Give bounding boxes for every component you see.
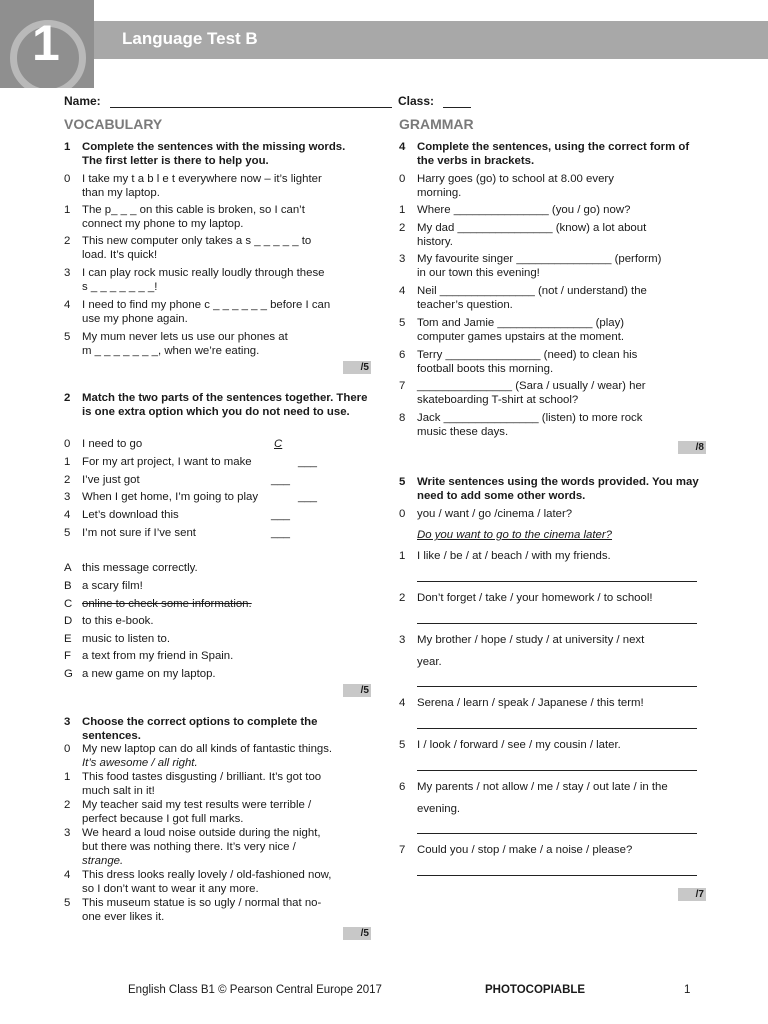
q4-score-box[interactable]: /8 — [678, 441, 706, 454]
item-number: 4 — [64, 299, 71, 311]
item-line1: Tom and Jamie _______________ (play) — [417, 317, 625, 329]
item-number: 1 — [64, 456, 71, 468]
item-line1: I need to find my phone c _ _ _ _ _ _ before I can — [82, 299, 331, 311]
item-number: 3 — [64, 267, 71, 279]
q3-score-box[interactable]: /5 — [343, 927, 371, 940]
item-number: 7 — [399, 380, 406, 392]
item-line2: much salt in it! — [82, 785, 155, 797]
option-letter: E — [64, 633, 72, 645]
item-line1: _______________ (Sara / usually / wear) her — [417, 380, 646, 392]
item-number: 2 — [64, 799, 71, 811]
item-line3: strange. — [82, 855, 124, 867]
q4-text: Complete the sentences, using the correct form of the verbs in brackets. — [417, 141, 690, 167]
answer-line[interactable] — [417, 770, 697, 771]
option-letter: D — [64, 615, 73, 627]
q4-instruction — [399, 140, 699, 168]
item-text: I need to go — [82, 438, 143, 450]
option-letter: G — [64, 668, 73, 680]
answer-blank[interactable]: ___ — [298, 491, 318, 503]
item-number: 4 — [64, 509, 71, 521]
item-number: 5 — [399, 317, 406, 329]
item-number: 0 — [64, 173, 71, 185]
answer-line[interactable] — [417, 875, 697, 876]
answer-line[interactable] — [417, 623, 697, 624]
q5-score-box[interactable]: /7 — [678, 888, 706, 901]
item-number: 1 — [64, 204, 71, 216]
item-line1: Terry _______________ (need) to clean his — [417, 349, 638, 361]
item-line1: I like / be / at / beach / with my friends. — [417, 550, 611, 562]
item-number: 0 — [64, 438, 71, 450]
class-label: Class: — [398, 94, 435, 108]
option-text: this message correctly. — [82, 562, 198, 574]
item-number: 7 — [399, 844, 406, 856]
item-line2: than my laptop. — [82, 187, 160, 199]
item-number: 4 — [399, 697, 406, 709]
item-line1: Don’t forget / take / your homework / to school! — [417, 592, 653, 604]
item-number: 1 — [399, 550, 406, 562]
item-line2: in our town this evening! — [417, 267, 540, 279]
q4-number: 4 — [399, 141, 406, 153]
item-line1: Could you / stop / make / a noise / please? — [417, 844, 633, 856]
class-row — [398, 94, 471, 108]
item-number: 5 — [64, 331, 71, 343]
option-letter: B — [64, 580, 72, 592]
q2-instruction — [64, 391, 370, 419]
item-number: 2 — [64, 235, 71, 247]
option-text: a new game on my laptop. — [82, 668, 216, 680]
footer-copyright: English Class B1 © Pearson Central Europe 2017 — [128, 984, 382, 996]
option-letter: F — [64, 650, 71, 662]
item-number: 3 — [64, 827, 71, 839]
q2-text: Match the two parts of the sentences together. There is one extra option which you do not need to use. — [82, 392, 368, 418]
item-number: 5 — [64, 897, 71, 909]
item-text: Let’s download this — [82, 509, 179, 521]
option-text: to this e-book. — [82, 615, 154, 627]
answer-blank[interactable]: ___ — [271, 527, 291, 539]
item-line2: s _ _ _ _ _ _ _! — [82, 281, 158, 293]
option-letter: A — [64, 562, 72, 574]
item-line2: perfect because I got full marks. — [82, 813, 244, 825]
item-line1: My mum never lets us use our phones at — [82, 331, 288, 343]
example-prompt: you / want / go /cinema / later? — [417, 508, 573, 520]
q3-number: 3 — [64, 716, 71, 728]
answer-line[interactable] — [417, 728, 697, 729]
item-text: I’ve just got — [82, 474, 140, 486]
item-line1: My new laptop can do all kinds of fantastic things. — [82, 743, 333, 755]
class-field[interactable] — [443, 95, 471, 108]
unit-number: 1 — [32, 15, 60, 71]
page-number: 1 — [684, 984, 691, 996]
item-line2: music these days. — [417, 426, 509, 438]
item-line1: Jack _______________ (listen) to more rock — [417, 412, 643, 424]
item-line2: evening. — [417, 803, 461, 815]
item-line1: This museum statue is so ugly / normal that no- — [82, 897, 322, 909]
option-text-used: online to check some information. — [82, 598, 252, 610]
answer-line[interactable] — [417, 833, 697, 834]
item-line2: year. — [417, 656, 442, 668]
answer-blank[interactable]: ___ — [271, 474, 291, 486]
item-text: For my art project, I want to make — [82, 456, 252, 468]
item-number: 3 — [399, 634, 406, 646]
item-line2: morning. — [417, 187, 462, 199]
item-number: 5 — [64, 527, 71, 539]
option-text: music to listen to. — [82, 633, 170, 645]
item-number: 3 — [399, 253, 406, 265]
item-line1: Serena / learn / speak / Japanese / this term! — [417, 697, 644, 709]
item-line2: history. — [417, 236, 453, 248]
item-line1: We heard a loud noise outside during the night, — [82, 827, 321, 839]
option-text: a scary film! — [82, 580, 143, 592]
item-number: 5 — [399, 739, 406, 751]
q5-number: 5 — [399, 476, 406, 488]
name-label: Name: — [64, 94, 101, 108]
example-answer: Do you want to go to the cinema later? — [417, 529, 613, 541]
item-line1: The p_ _ _ on this cable is broken, so I can’t — [82, 204, 305, 216]
answer-line[interactable] — [417, 581, 697, 582]
item-line2: computer games upstairs at the moment. — [417, 331, 625, 343]
item-line1: Where _______________ (you / go) now? — [417, 204, 631, 216]
item-line1: This dress looks really lovely / old-fashioned now, — [82, 869, 332, 881]
q5-text: Write sentences using the words provided. You may need to add some other words. — [417, 476, 699, 502]
item-line2: It’s awesome / all right. — [82, 757, 198, 769]
item-number: 2 — [399, 592, 406, 604]
item-line1: I can play rock music really loudly through these — [82, 267, 325, 279]
header-bar — [0, 21, 768, 59]
option-letter: C — [64, 598, 73, 610]
q1-number: 1 — [64, 141, 71, 153]
vocabulary-heading: VOCABULARY — [64, 116, 163, 132]
item-number: 3 — [64, 491, 71, 503]
item-line1: I / look / forward / see / my cousin / later. — [417, 739, 621, 751]
answer-blank[interactable]: ___ — [271, 509, 291, 521]
item-line2: m _ _ _ _ _ _ _, when we’re eating. — [82, 345, 260, 357]
item-number: 0 — [399, 173, 406, 185]
answer-blank[interactable]: ___ — [298, 456, 318, 468]
item-number: 4 — [64, 869, 71, 881]
item-line1: Neil _______________ (not / understand) the — [417, 285, 647, 297]
q5-instruction — [399, 475, 699, 503]
item-line1: This new computer only takes a s _ _ _ _ _ to — [82, 235, 312, 247]
item-number: 6 — [399, 349, 406, 361]
name-row — [64, 94, 392, 108]
q1-instruction — [64, 140, 364, 168]
item-line1: My brother / hope / study / at university / next — [417, 634, 645, 646]
item-text: When I get home, I’m going to play — [82, 491, 259, 503]
item-line2: skateboarding T-shirt at school? — [417, 394, 579, 406]
answer-blank: C — [274, 438, 283, 450]
item-number: 4 — [399, 285, 406, 297]
item-line2: but there was nothing there. It’s very nice / — [82, 841, 296, 853]
item-line1: My teacher said my test results were terrible / — [82, 799, 312, 811]
q2-score-box[interactable]: /5 — [343, 684, 371, 697]
name-field[interactable] — [110, 95, 392, 108]
item-line2: so I don’t want to wear it any more. — [82, 883, 259, 895]
item-line2: use my phone again. — [82, 313, 188, 325]
item-line2: one ever likes it. — [82, 911, 165, 923]
answer-line[interactable] — [417, 686, 697, 687]
q2-number: 2 — [64, 392, 71, 404]
item-number: 2 — [64, 474, 71, 486]
item-line2: football boots this morning. — [417, 363, 554, 375]
footer-photocopiable: PHOTOCOPIABLE — [485, 984, 586, 996]
item-line1: My parents / not allow / me / stay / out late / in the — [417, 781, 668, 793]
item-number: 2 — [399, 222, 406, 234]
q1-text: Complete the sentences with the missing words. The first letter is there to help you. — [82, 141, 346, 167]
item-line1: My favourite singer _______________ (perform) — [417, 253, 662, 265]
item-text: I’m not sure if I’ve sent — [82, 527, 196, 539]
option-text: a text from my friend in Spain. — [82, 650, 234, 662]
item-line2: teacher’s question. — [417, 299, 513, 311]
item-line1: I take my t a b l e t everywhere now – it’s lighter — [82, 173, 322, 185]
q1-score-box[interactable]: /5 — [343, 361, 371, 374]
item-line2: connect my phone to my laptop. — [82, 218, 244, 230]
page-title: Language Test B — [122, 29, 258, 48]
grammar-heading: GRAMMAR — [399, 116, 474, 132]
item-number: 8 — [399, 412, 406, 424]
item-number: 6 — [399, 781, 406, 793]
item-number: 1 — [399, 204, 406, 216]
item-line1: Harry goes (go) to school at 8.00 every — [417, 173, 614, 185]
item-line2: load. It’s quick! — [82, 249, 158, 261]
item-line1: My dad _______________ (know) a lot about — [417, 222, 647, 234]
item-line1: This food tastes disgusting / brilliant. It’s got too — [82, 771, 322, 783]
item-number: 0 — [64, 743, 71, 755]
q3-instruction — [64, 715, 364, 743]
item-number: 0 — [399, 508, 406, 520]
item-number: 1 — [64, 771, 71, 783]
q3-text: Choose the correct options to complete the sentences. — [82, 716, 318, 742]
unit-badge — [0, 0, 94, 88]
